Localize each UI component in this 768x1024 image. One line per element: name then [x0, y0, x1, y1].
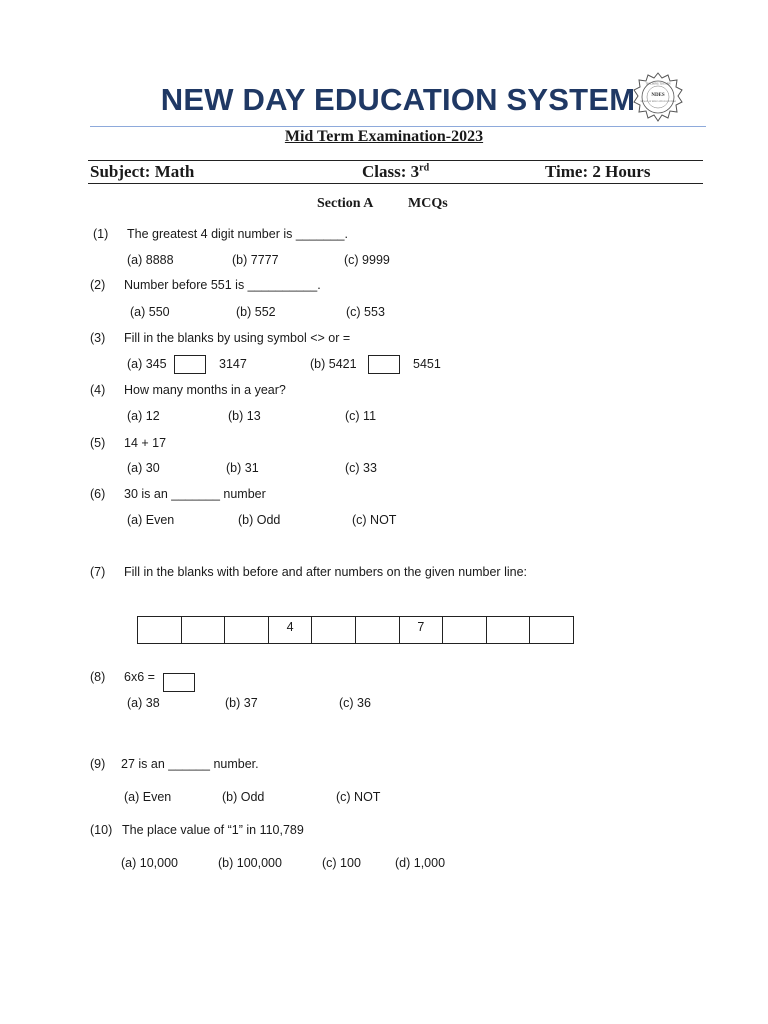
option-c: (c) 553: [346, 305, 385, 319]
option-c: (c) NOT: [352, 513, 397, 527]
option-a: (a) Even: [127, 513, 175, 527]
info-top-rule: [88, 160, 703, 161]
number-line-cell[interactable]: [443, 617, 487, 643]
option-b-left: (b) 5421: [310, 357, 357, 371]
number-line-cell[interactable]: [138, 617, 182, 643]
number-line-cell[interactable]: [182, 617, 226, 643]
question-text: How many months in a year?: [124, 383, 286, 397]
question-number: (9): [90, 757, 106, 771]
symbol-blank-box[interactable]: [174, 355, 206, 374]
question-text: 27 is an ______ number.: [121, 757, 259, 771]
option-c: (c) 33: [345, 461, 377, 475]
section-title: Section A: [317, 196, 374, 211]
question-text: 14 + 17: [124, 436, 167, 450]
option-a: (a) 30: [127, 461, 160, 475]
question-number: (4): [90, 383, 106, 397]
question-number: (3): [90, 331, 106, 345]
time-label: Time: 2 Hours: [545, 162, 651, 181]
school-seal-logo: [633, 72, 683, 122]
option-c: (c) 100: [322, 856, 361, 870]
logo-text-mid: NDES: [651, 93, 665, 98]
option-b: (b) 31: [226, 461, 259, 475]
option-b-right: 5451: [413, 357, 441, 371]
question-text: Fill in the blanks with before and after numbers on the given number line:: [124, 565, 528, 579]
option-b: (b) 7777: [232, 253, 279, 267]
option-a: (a) 550: [130, 305, 170, 319]
question-number: (5): [90, 436, 106, 450]
option-d: (d) 1,000: [395, 856, 446, 870]
question-number: (6): [90, 487, 106, 501]
option-b: (b) 13: [228, 409, 261, 423]
option-c: (c) 9999: [344, 253, 390, 267]
question-text: Fill in the blanks by using symbol <> or =: [124, 331, 351, 345]
option-b: (b) Odd: [238, 513, 281, 527]
section-type: MCQs: [408, 196, 448, 211]
question-number: (2): [90, 278, 106, 292]
logo-text-bottom: NEW DAY EDUCATION SYSTEM: [640, 100, 676, 103]
class-label: Class: 3rd: [362, 162, 430, 181]
subject-label: Subject: Math: [90, 162, 195, 181]
number-line: [137, 616, 574, 644]
number-line-cell[interactable]: [487, 617, 531, 643]
option-c: (c) 11: [345, 409, 377, 423]
option-a: (a) 38: [127, 696, 160, 710]
option-a: (a) Even: [124, 790, 172, 804]
option-a: (a) 8888: [127, 253, 174, 267]
header-divider: [90, 126, 706, 127]
question-text: The place value of “1” in 110,789: [122, 823, 304, 837]
number-line-cell[interactable]: [356, 617, 400, 643]
question-text: The greatest 4 digit number is _______.: [127, 227, 348, 241]
question-number: (8): [90, 670, 106, 684]
option-b: (b) 552: [236, 305, 276, 319]
option-a: (a) 10,000: [121, 856, 178, 870]
symbol-blank-box[interactable]: [368, 355, 400, 374]
option-c: (c) 36: [339, 696, 371, 710]
option-c: (c) NOT: [336, 790, 381, 804]
answer-blank-box[interactable]: [163, 673, 195, 692]
number-line-cell: 4: [269, 617, 313, 643]
option-a-right: 3147: [219, 357, 247, 371]
info-bottom-rule: [88, 183, 703, 184]
question-number: (7): [90, 565, 106, 579]
number-line-cell[interactable]: [530, 617, 573, 643]
number-line-cell[interactable]: [225, 617, 269, 643]
question-text: Number before 551 is __________.: [124, 278, 321, 292]
school-name: NEW DAY EDUCATION SYSTEM: [160, 82, 636, 117]
exam-title: Mid Term Examination-2023: [284, 128, 484, 145]
option-b: (b) 100,000: [218, 856, 282, 870]
option-b: (b) Odd: [222, 790, 265, 804]
option-a: (a) 12: [127, 409, 160, 423]
logo-text-top: TEACHING TO EARN: [645, 82, 671, 86]
question-text: 30 is an _______ number: [124, 487, 266, 501]
question-number: (1): [93, 227, 109, 241]
number-line-cell: 7: [400, 617, 444, 643]
option-b: (b) 37: [225, 696, 258, 710]
question-text: 6x6 =: [124, 670, 155, 684]
question-number: (10): [90, 823, 113, 837]
option-a-left: (a) 345: [127, 357, 167, 371]
number-line-cell[interactable]: [312, 617, 356, 643]
